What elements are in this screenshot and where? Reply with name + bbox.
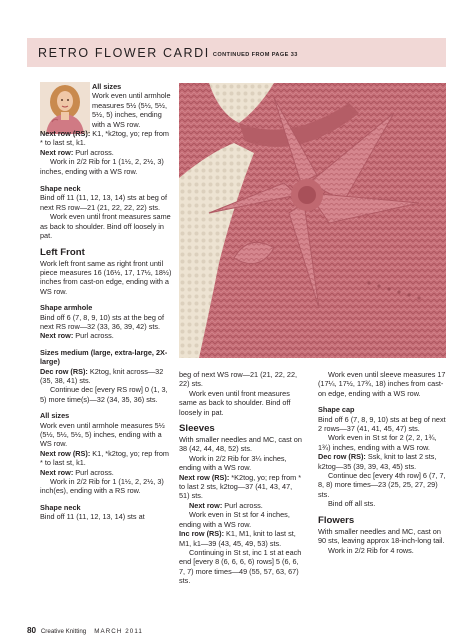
- work-even-text: Work even until front measures same as back to shoulder. Bind off loosely in pat.: [179, 388, 291, 417]
- page-footer: [27, 626, 143, 635]
- all-sizes-heading: All sizes: [92, 82, 122, 91]
- shape-neck-heading: Shape neck: [40, 184, 81, 194]
- next-row-rs-paragraph: Next row (RS): K1, *k2tog, yo; rep from * to last st, k1.: [40, 129, 169, 148]
- magazine-name: Creative Knitting: [40, 628, 87, 635]
- continued-text: beg of next WS row—21 (21, 22, 22, 22) sts.: [179, 370, 298, 389]
- cap-st-st-text: Work even in St st for 2 (2, 2, 1¾, 1¾) inches, ending with a WS row.: [318, 433, 437, 452]
- knitted-flower-image: [179, 83, 446, 358]
- continued-note: CONTINUED FROM PAGE 33: [212, 52, 298, 58]
- sleeves-rib-text: Work in 2/2 Rib for 3¼ inches, ending with a WS row.: [179, 453, 287, 473]
- header-band: [27, 38, 446, 67]
- column-right: [318, 370, 446, 555]
- left-front-heading: Left Front: [40, 246, 85, 258]
- sizes-medium-heading: Sizes medium (large, extra-large, 2X-large): [40, 347, 168, 367]
- st-st-text: Work even in St st for 4 inches, ending with a WS row.: [179, 510, 290, 529]
- sleeves-next-row: Next row: Purl across.: [189, 500, 263, 510]
- continue-dec-text: Continue dec [every RS row] 0 (1, 3, 5) more time(s)—32 (34, 35, 36) sts.: [40, 385, 168, 404]
- shape-cap-heading: Shape cap: [318, 405, 355, 415]
- page-number: 80: [27, 626, 37, 635]
- shape-neck-2-text: Bind off 11 (11, 12, 13, 14) sts at: [40, 512, 145, 522]
- rib-paragraph: Work in 2/2 Rib for 1 (1½, 2, 2½, 3) inches, ending with a WS row.: [40, 157, 164, 176]
- shape-cap-text: Bind off 6 (7, 8, 9, 10) sts at beg of next 2 rows—37 (41, 41, 45, 47) sts.: [318, 414, 446, 434]
- column-left: [40, 82, 172, 522]
- rib-2-paragraph: Work in 2/2 Rib for 1 (1½, 2, 2½, 3) inch(es), ending with a RS row.: [40, 477, 164, 496]
- cap-dec-row-paragraph: Dec row (RS): Ssk, knit to last 2 sts, k2tog—35 (39, 39, 43, 45) sts.: [318, 452, 437, 471]
- shape-neck-text-2: Work even until front measures same as back to shoulder. Bind off loosely in pat.: [40, 212, 171, 241]
- flowers-rib-text: Work in 2/2 Rib for 4 rows.: [328, 545, 414, 555]
- next-row-rs-2-paragraph: Next row (RS): K1, *k2tog, yo; rep from * to last st, k1.: [40, 448, 169, 468]
- sweater-photo: [179, 83, 446, 358]
- shape-neck-text-1: Bind off 11 (11, 12, 13, 14) sts at beg of next RS row—21 (21, 22, 22, 22) sts.: [40, 193, 167, 212]
- next-row-2-paragraph: Next row: Purl across.: [40, 331, 114, 341]
- next-row-paragraph: Next row: Purl across.: [40, 147, 114, 157]
- all-sizes-text: Work even until armhole measures 5½ (5½, 5½, 5½, 5) inches, ending with a WS row.: [92, 91, 171, 129]
- shape-armhole-heading: Shape armhole: [40, 303, 93, 313]
- column-middle: [179, 370, 304, 586]
- left-front-text: Work left front same as right front until piece measures 16 (16½, 17, 17½, 18½) inches from cast-on edge, ending with a WS row.: [40, 258, 172, 296]
- issue-date: MARCH 2011: [94, 628, 143, 635]
- cap-continue-dec-text: Continue dec [every 4th row] 6 (7, 7, 8, 8) more times—23 (25, 25, 27, 29) sts.: [318, 471, 446, 499]
- sleeves-heading: Sleeves: [179, 423, 215, 435]
- flowers-heading: Flowers: [318, 514, 355, 526]
- shape-neck-2-heading: Shape neck: [40, 502, 81, 512]
- title-text: RETRO FLOWER CARDI: [38, 46, 210, 60]
- sleeves-next-row-rs: Next row (RS): *K2tog, yo; rep from * to last 2 sts, k2tog—37 (41, 43, 47, 51) sts.: [179, 472, 302, 501]
- shape-armhole-text: Bind off 6 (7, 8, 9, 10) sts at the beg of next RS row—32 (33, 36, 39, 42) sts.: [40, 312, 164, 331]
- all-sizes-2-heading: All sizes: [40, 411, 70, 421]
- inc-row-paragraph: Inc row (RS): K1, M1, knit to last st, M1, k1—39 (43, 45, 49, 53) sts.: [179, 529, 296, 548]
- bind-off-text: Bind off all sts.: [328, 499, 376, 509]
- page-title: [38, 46, 298, 60]
- dec-row-paragraph: Dec row (RS): K2tog, knit across—32 (35, 38, 41) sts.: [40, 366, 164, 385]
- sleeve-work-even-text: Work even until sleeve measures 17 (17¼, 17½, 17¾, 18) inches from cast-on edge, ending with a WS row.: [318, 370, 446, 398]
- next-row-3-paragraph: Next row: Purl across.: [40, 467, 114, 477]
- sleeves-text: With smaller needles and MC, cast on 38 (42, 44, 48, 52) sts.: [179, 435, 302, 454]
- continuing-text: Continuing in St st, inc 1 st at each end [every 8 (6, 6, 6, 6) rows] 5 (6, 6, 7, 7) more times—49 (55, 57, 63, 67) sts.: [179, 547, 302, 586]
- all-sizes-2-text: Work even until armhole measures 5½ (5½, 5½, 5½, 5) inches, ending with a WS row.: [40, 420, 165, 449]
- flowers-text: With smaller needles and MC, cast on 90 sts, leaving approx 18-inch-long tail.: [318, 526, 445, 546]
